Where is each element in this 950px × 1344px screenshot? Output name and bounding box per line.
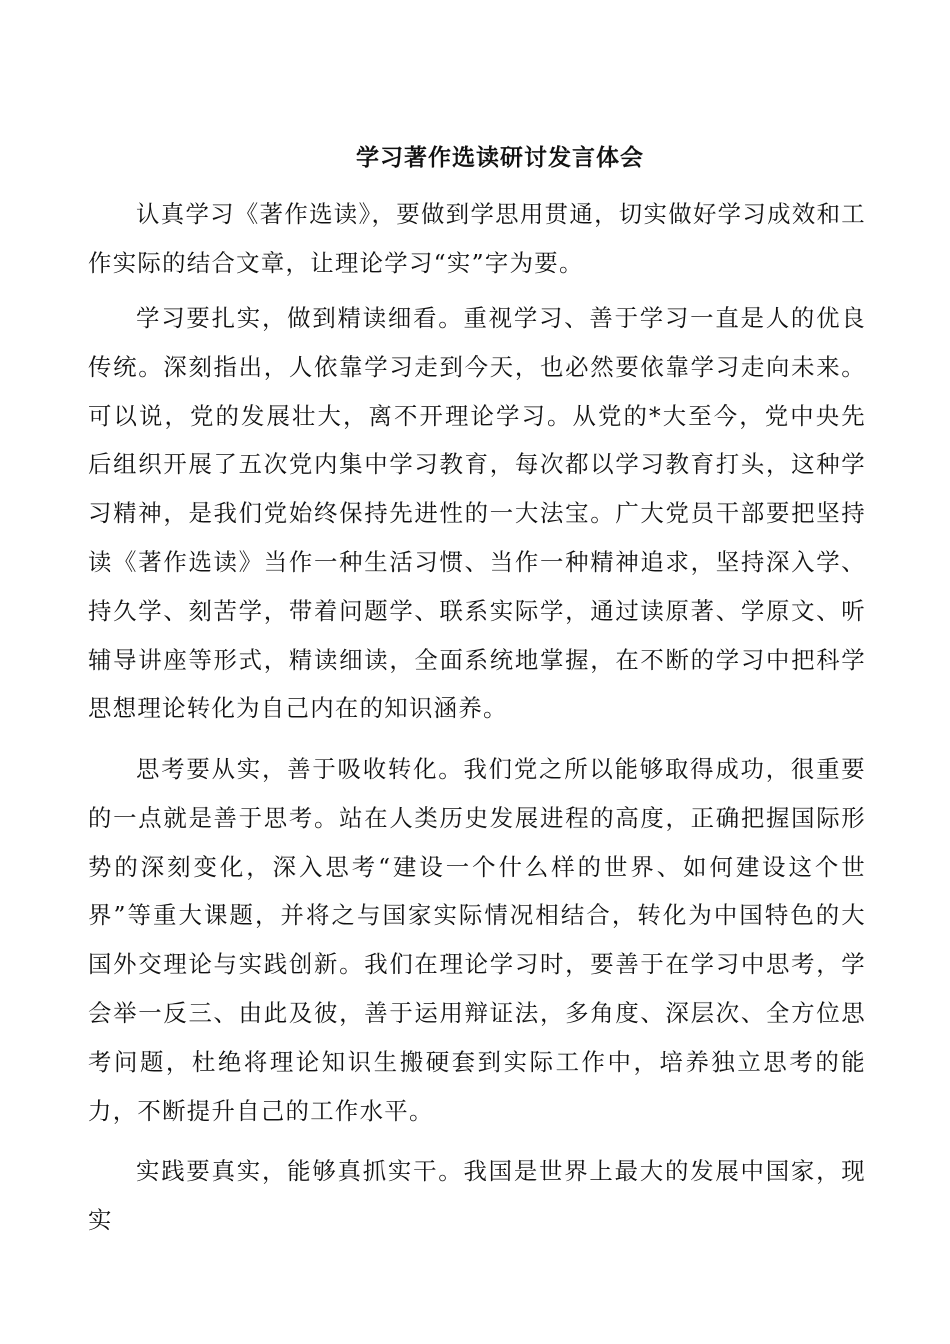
paragraph-practice: 实践要真实，能够真抓实干。我国是世界上最大的发展中国家，现实: [88, 1157, 866, 1234]
paragraph-thinking: 思考要从实，善于吸收转化。我们党之所以能够取得成功，很重要的一点就是善于思考。站在人类历史发展进程的高度，正确把握国际形势的深刻变化，深入思考“建设一个什么样的世界、如何建设这个世界”等重大课题，并将之与国家实际情况相结合，转化为中国特色的大国外交理论与实践创新。我们在理论学习时，要善于在学习中思考，学会举一反三、由此及彼，善于运用辩证法，多角度、深层次、全方位思考问题，杜绝将理论知识生搬硬套到实际工作中，培养独立思考的能力，不断提升自己的工作水平。: [88, 755, 866, 1125]
paragraph-intro: 认真学习《著作选读》，要做到学思用贯通，切实做好学习成效和工作实际的结合文章，让理论学习“实”字为要。: [88, 200, 866, 277]
paragraph-study: 学习要扎实，做到精读细看。重视学习、善于学习一直是人的优良传统。深刻指出，人依靠学习走到今天，也必然要依靠学习走向未来。可以说，党的发展壮大，离不开理论学习。从党的*大至今，党中央先后组织开展了五次党内集中学习教育，每次都以学习教育打头，这种学习精神，是我们党始终保持先进性的一大法宝。广大党员干部要把坚持读《著作选读》当作一种生活习惯、当作一种精神追求，坚持深入学、持久学、刻苦学，带着问题学、联系实际学，通过读原著、学原文、听辅导讲座等形式，精读细读，全面系统地掌握，在不断的学习中把科学思想理论转化为自己内在的知识涵养。: [88, 304, 866, 723]
document-title: 学习著作选读研讨发言体会: [356, 144, 644, 171]
